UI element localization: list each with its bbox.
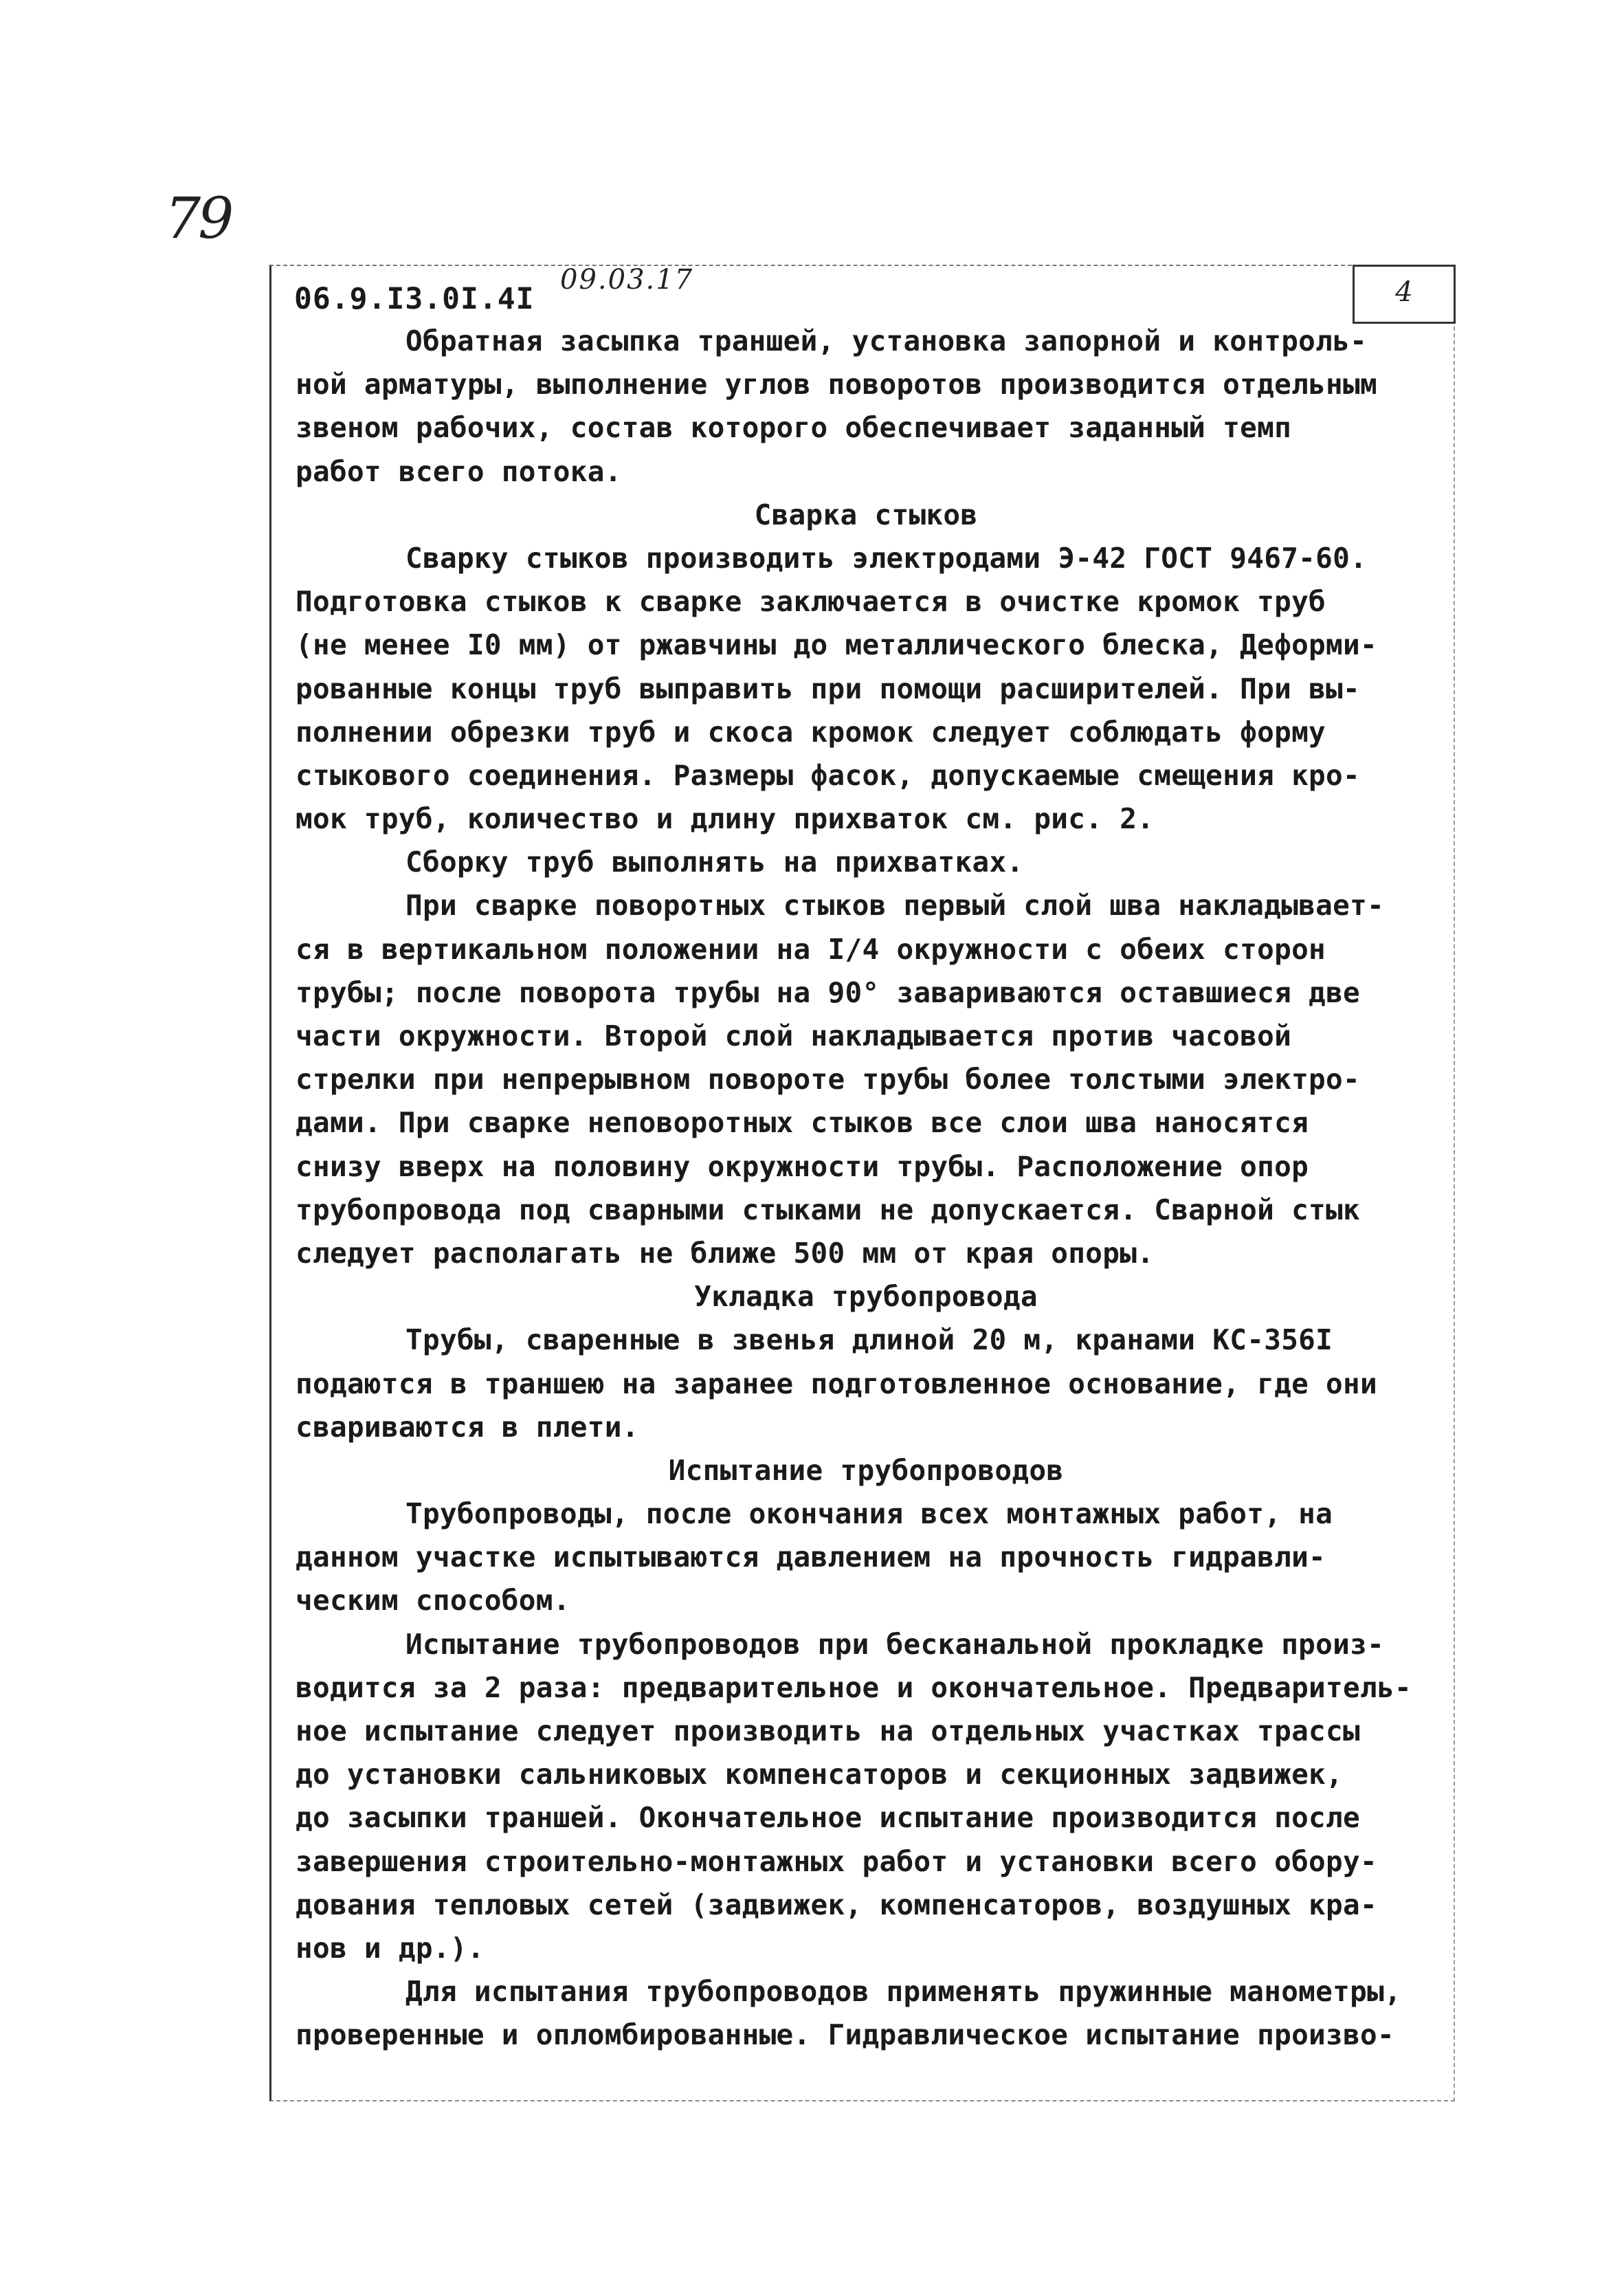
text-line: Сборку труб выполнять на прихватках. <box>405 846 1024 879</box>
text-line: При сварке поворотных стыков первый слой шва накладывает- <box>405 889 1385 923</box>
text-line: Для испытания трубопроводов применять пружинные манометры, <box>405 1975 1402 2009</box>
text-line: (не менее I0 мм) от ржавчины до металлического блеска, Деформи- <box>296 628 1377 662</box>
text-line: водится за 2 раза: предварительное и окончательное. Предваритель- <box>296 1670 1412 1704</box>
text-line: Трубы, сваренные в звенья длиной 20 м, кранами КС-356I <box>405 1323 1333 1357</box>
text-line: полнении обрезки труб и скоса кромок следует соблюдать форму <box>296 715 1326 749</box>
text-line: Испытание трубопроводов при бесканальной прокладке произ- <box>405 1627 1385 1661</box>
text-line: мок труб, количество и длину прихваток см. рис. 2. <box>296 802 1155 836</box>
text-line: свариваются в плети. <box>296 1410 639 1444</box>
text-line: ся в вертикальном положении на I/4 окружности с обеих сторон <box>296 932 1326 966</box>
text-line: до установки сальниковых компенсаторов и секционных задвижек, <box>296 1758 1344 1791</box>
text-line: части окружности. Второй слой накладывается против часовой <box>296 1019 1292 1052</box>
text-line: Обратная засыпка траншей, установка запорной и контроль- <box>405 324 1368 357</box>
text-line: стрелки при непрерывном повороте трубы более толстыми электро- <box>296 1063 1361 1096</box>
text-line: ной арматуры, выполнение углов поворотов производится отдельным <box>296 368 1377 401</box>
text-line: трубы; после поворота трубы на 90° завариваются оставшиеся две <box>296 975 1361 1009</box>
document-code: 06.9.I3.0I.4I <box>294 282 535 316</box>
text-line: снизу вверх на половину окружности трубы. Расположение опор <box>296 1149 1309 1183</box>
text-line: Подготовка стыков к сварке заключается в очистке кромок труб <box>296 585 1326 619</box>
text-line: нов и др.). <box>296 1931 485 1965</box>
text-line: стыкового соединения. Размеры фасок, допускаемые смещения кро- <box>296 758 1361 792</box>
handwritten-page-number: 79 <box>165 186 232 252</box>
text-line: подаются в траншею на заранее подготовленное основание, где они <box>296 1367 1377 1400</box>
text-line: Трубопроводы, после окончания всех монтажных работ, на <box>405 1497 1333 1531</box>
text-line: дами. При сварке неповоротных стыков все слои шва наносятся <box>296 1106 1309 1140</box>
text-line: дования тепловых сетей (задвижек, компенсаторов, воздушных кра- <box>296 1888 1377 1921</box>
section-heading: Испытание трубопроводов <box>668 1453 1064 1487</box>
text-line: ное испытание следует производить на отдельных участках трассы <box>296 1714 1361 1747</box>
text-line: следует располагать не ближе 500 мм от края опоры. <box>296 1236 1155 1270</box>
section-heading: Укладка трубопровода <box>694 1280 1038 1314</box>
handwritten-date: 09.03.17 <box>560 264 694 296</box>
text-line: завершения строительно-монтажных работ и установки всего обору- <box>296 1844 1377 1878</box>
text-line: звеном рабочих, состав которого обеспечивает заданный темп <box>296 411 1292 445</box>
text-line: работ всего потока. <box>296 454 622 488</box>
text-line: проверенные и опломбированные. Гидравлическое испытание произво- <box>296 2018 1394 2052</box>
body-text <box>296 320 1436 2057</box>
text-line: трубопровода под сварными стыками не допускается. Сварной стык <box>296 1193 1361 1226</box>
text-line: до засыпки траншей. Окончательное испытание производится после <box>296 1801 1361 1835</box>
text-line: Сварку стыков производить электродами Э-42 ГОСТ 9467-60. <box>405 541 1368 575</box>
text-line: рованные концы труб выправить при помощи расширителей. При вы- <box>296 672 1361 705</box>
sheet-number: 4 <box>1395 276 1413 308</box>
sheet-number-box <box>1353 265 1456 324</box>
text-line: ческим способом. <box>296 1584 570 1618</box>
section-heading: Сварка стыков <box>754 498 978 531</box>
text-line: данном участке испытываются давлением на прочность гидравли- <box>296 1541 1326 1574</box>
